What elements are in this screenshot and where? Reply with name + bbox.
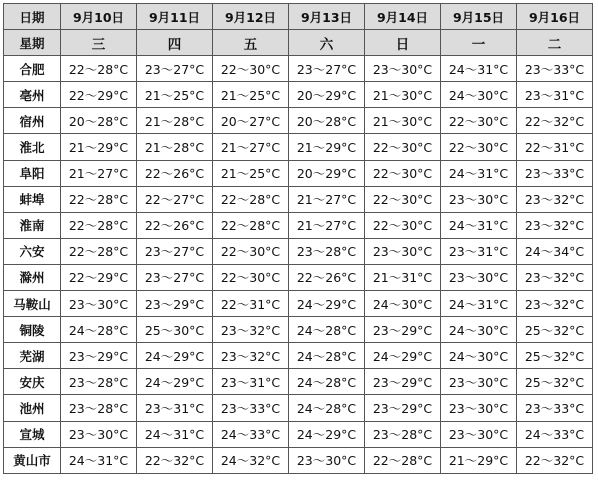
temperature-cell: 24～29°C xyxy=(289,421,365,447)
weekday-header-cell: 四 xyxy=(137,30,213,56)
temperature-cell: 22～28°C xyxy=(61,56,137,82)
temperature-cell: 22～26°C xyxy=(289,264,365,290)
temperature-cell: 23～29°C xyxy=(365,317,441,343)
temperature-cell: 23～33°C xyxy=(517,160,593,186)
temperature-cell: 23～30°C xyxy=(61,291,137,317)
temperature-cell: 21～25°C xyxy=(213,82,289,108)
temperature-cell: 21～28°C xyxy=(137,108,213,134)
temperature-cell: 25～32°C xyxy=(517,343,593,369)
temperature-cell: 20～28°C xyxy=(61,108,137,134)
city-name-cell: 淮北 xyxy=(4,134,61,160)
temperature-cell: 22～30°C xyxy=(441,134,517,160)
weekday-header-cell: 日 xyxy=(365,30,441,56)
weekday-header-cell: 三 xyxy=(61,30,137,56)
temperature-cell: 24～31°C xyxy=(441,291,517,317)
temperature-cell: 24～33°C xyxy=(213,421,289,447)
temperature-cell: 21～27°C xyxy=(213,134,289,160)
temperature-cell: 21～28°C xyxy=(137,134,213,160)
temperature-cell: 21～27°C xyxy=(289,186,365,212)
weekday-header-cell: 二 xyxy=(517,30,593,56)
temperature-cell: 22～30°C xyxy=(365,186,441,212)
temperature-cell: 23～27°C xyxy=(137,264,213,290)
temperature-cell: 22～26°C xyxy=(137,160,213,186)
temperature-cell: 22～27°C xyxy=(137,186,213,212)
temperature-cell: 24～28°C xyxy=(289,317,365,343)
temperature-cell: 24～30°C xyxy=(441,82,517,108)
temperature-cell: 23～31°C xyxy=(441,238,517,264)
temperature-cell: 24～32°C xyxy=(213,447,289,473)
temperature-cell: 24～31°C xyxy=(137,421,213,447)
temperature-cell: 23～29°C xyxy=(61,343,137,369)
forecast-table-container xyxy=(3,3,593,474)
temperature-cell: 23～33°C xyxy=(517,56,593,82)
temperature-cell: 22～32°C xyxy=(137,447,213,473)
temperature-cell: 23～30°C xyxy=(441,421,517,447)
temperature-cell: 22～31°C xyxy=(213,291,289,317)
table-row xyxy=(4,264,593,290)
temperature-cell: 24～31°C xyxy=(441,212,517,238)
temperature-cell: 21～29°C xyxy=(289,134,365,160)
weekday-header-cell: 一 xyxy=(441,30,517,56)
city-name-cell: 铜陵 xyxy=(4,317,61,343)
date-header-cell: 9月14日 xyxy=(365,4,441,30)
temperature-cell: 22～30°C xyxy=(213,238,289,264)
temperature-cell: 22～30°C xyxy=(213,264,289,290)
temperature-cell: 25～32°C xyxy=(517,317,593,343)
temperature-cell: 22～29°C xyxy=(61,264,137,290)
temperature-cell: 24～30°C xyxy=(441,317,517,343)
city-name-cell: 淮南 xyxy=(4,212,61,238)
temperature-cell: 24～29°C xyxy=(137,369,213,395)
city-name-cell: 滁州 xyxy=(4,264,61,290)
temperature-cell: 23～32°C xyxy=(517,212,593,238)
temperature-cell: 22～28°C xyxy=(61,238,137,264)
city-name-cell: 黄山市 xyxy=(4,447,61,473)
city-name-cell: 合肥 xyxy=(4,56,61,82)
temperature-cell: 22～32°C xyxy=(517,108,593,134)
weather-forecast-table xyxy=(3,3,593,474)
table-row xyxy=(4,108,593,134)
temperature-cell: 24～28°C xyxy=(289,369,365,395)
temperature-cell: 21～29°C xyxy=(441,447,517,473)
table-row xyxy=(4,343,593,369)
temperature-cell: 23～29°C xyxy=(365,369,441,395)
city-name-cell: 蚌埠 xyxy=(4,186,61,212)
temperature-cell: 23～32°C xyxy=(517,291,593,317)
temperature-cell: 22～28°C xyxy=(61,186,137,212)
temperature-cell: 23～32°C xyxy=(213,343,289,369)
temperature-cell: 24～29°C xyxy=(137,343,213,369)
temperature-cell: 23～28°C xyxy=(61,369,137,395)
temperature-cell: 21～30°C xyxy=(365,82,441,108)
temperature-cell: 21～25°C xyxy=(137,82,213,108)
date-header-cell: 9月15日 xyxy=(441,4,517,30)
temperature-cell: 23～30°C xyxy=(441,264,517,290)
temperature-cell: 20～29°C xyxy=(289,160,365,186)
temperature-cell: 23～30°C xyxy=(441,186,517,212)
table-row xyxy=(4,56,593,82)
temperature-cell: 23～30°C xyxy=(289,447,365,473)
date-header-cell: 9月12日 xyxy=(213,4,289,30)
date-header-cell: 9月10日 xyxy=(61,4,137,30)
temperature-cell: 23～31°C xyxy=(213,369,289,395)
temperature-cell: 23～27°C xyxy=(137,56,213,82)
table-row xyxy=(4,212,593,238)
temperature-cell: 23～30°C xyxy=(441,395,517,421)
temperature-cell: 23～32°C xyxy=(517,264,593,290)
temperature-cell: 23～28°C xyxy=(289,238,365,264)
table-row xyxy=(4,291,593,317)
weekday-header-row xyxy=(4,30,593,56)
table-row xyxy=(4,134,593,160)
temperature-cell: 21～27°C xyxy=(61,160,137,186)
table-row xyxy=(4,160,593,186)
date-header-cell: 9月13日 xyxy=(289,4,365,30)
temperature-cell: 20～27°C xyxy=(213,108,289,134)
table-row xyxy=(4,186,593,212)
temperature-cell: 24～29°C xyxy=(289,291,365,317)
temperature-cell: 23～27°C xyxy=(137,238,213,264)
table-row xyxy=(4,421,593,447)
temperature-cell: 24～31°C xyxy=(441,56,517,82)
table-row xyxy=(4,238,593,264)
temperature-cell: 23～33°C xyxy=(517,395,593,421)
temperature-cell: 21～31°C xyxy=(365,264,441,290)
temperature-cell: 24～30°C xyxy=(441,343,517,369)
temperature-cell: 24～28°C xyxy=(289,343,365,369)
temperature-cell: 23～28°C xyxy=(365,421,441,447)
city-name-cell: 池州 xyxy=(4,395,61,421)
city-name-cell: 六安 xyxy=(4,238,61,264)
temperature-cell: 23～33°C xyxy=(213,395,289,421)
temperature-cell: 23～28°C xyxy=(61,395,137,421)
city-name-cell: 阜阳 xyxy=(4,160,61,186)
temperature-cell: 22～29°C xyxy=(61,82,137,108)
temperature-cell: 23～30°C xyxy=(441,369,517,395)
city-name-cell: 马鞍山 xyxy=(4,291,61,317)
temperature-cell: 21～27°C xyxy=(289,212,365,238)
table-row xyxy=(4,447,593,473)
temperature-cell: 22～30°C xyxy=(441,108,517,134)
temperature-cell: 22～28°C xyxy=(61,212,137,238)
temperature-cell: 23～30°C xyxy=(365,238,441,264)
temperature-cell: 23～32°C xyxy=(517,186,593,212)
temperature-cell: 22～32°C xyxy=(517,447,593,473)
city-name-cell: 宿州 xyxy=(4,108,61,134)
temperature-cell: 24～29°C xyxy=(365,343,441,369)
temperature-cell: 22～30°C xyxy=(213,56,289,82)
city-name-cell: 宣城 xyxy=(4,421,61,447)
temperature-cell: 22～28°C xyxy=(365,447,441,473)
temperature-cell: 22～30°C xyxy=(365,160,441,186)
temperature-cell: 23～29°C xyxy=(137,291,213,317)
temperature-cell: 23～32°C xyxy=(213,317,289,343)
table-row xyxy=(4,395,593,421)
temperature-cell: 20～29°C xyxy=(289,82,365,108)
temperature-cell: 24～28°C xyxy=(289,395,365,421)
date-header-row xyxy=(4,4,593,30)
temperature-cell: 22～28°C xyxy=(213,212,289,238)
date-row-label: 日期 xyxy=(4,4,61,30)
temperature-cell: 24～33°C xyxy=(517,421,593,447)
weekday-header-cell: 五 xyxy=(213,30,289,56)
temperature-cell: 24～28°C xyxy=(61,317,137,343)
temperature-cell: 24～30°C xyxy=(365,291,441,317)
table-row xyxy=(4,82,593,108)
temperature-cell: 22～26°C xyxy=(137,212,213,238)
table-row xyxy=(4,317,593,343)
temperature-cell: 25～32°C xyxy=(517,369,593,395)
date-header-cell: 9月16日 xyxy=(517,4,593,30)
temperature-cell: 23～30°C xyxy=(365,56,441,82)
temperature-cell: 21～25°C xyxy=(213,160,289,186)
temperature-cell: 21～30°C xyxy=(365,108,441,134)
temperature-cell: 25～30°C xyxy=(137,317,213,343)
temperature-cell: 24～31°C xyxy=(441,160,517,186)
temperature-cell: 23～30°C xyxy=(61,421,137,447)
temperature-cell: 20～28°C xyxy=(289,108,365,134)
table-row xyxy=(4,369,593,395)
temperature-cell: 22～30°C xyxy=(365,134,441,160)
city-name-cell: 芜湖 xyxy=(4,343,61,369)
weekday-header-cell: 六 xyxy=(289,30,365,56)
city-name-cell: 亳州 xyxy=(4,82,61,108)
temperature-cell: 23～31°C xyxy=(517,82,593,108)
city-name-cell: 安庆 xyxy=(4,369,61,395)
temperature-cell: 22～28°C xyxy=(213,186,289,212)
weekday-row-label: 星期 xyxy=(4,30,61,56)
temperature-cell: 23～27°C xyxy=(289,56,365,82)
temperature-cell: 23～31°C xyxy=(137,395,213,421)
temperature-cell: 24～34°C xyxy=(517,238,593,264)
temperature-cell: 23～29°C xyxy=(365,395,441,421)
date-header-cell: 9月11日 xyxy=(137,4,213,30)
temperature-cell: 22～30°C xyxy=(365,212,441,238)
temperature-cell: 21～29°C xyxy=(61,134,137,160)
temperature-cell: 22～31°C xyxy=(517,134,593,160)
temperature-cell: 24～31°C xyxy=(61,447,137,473)
